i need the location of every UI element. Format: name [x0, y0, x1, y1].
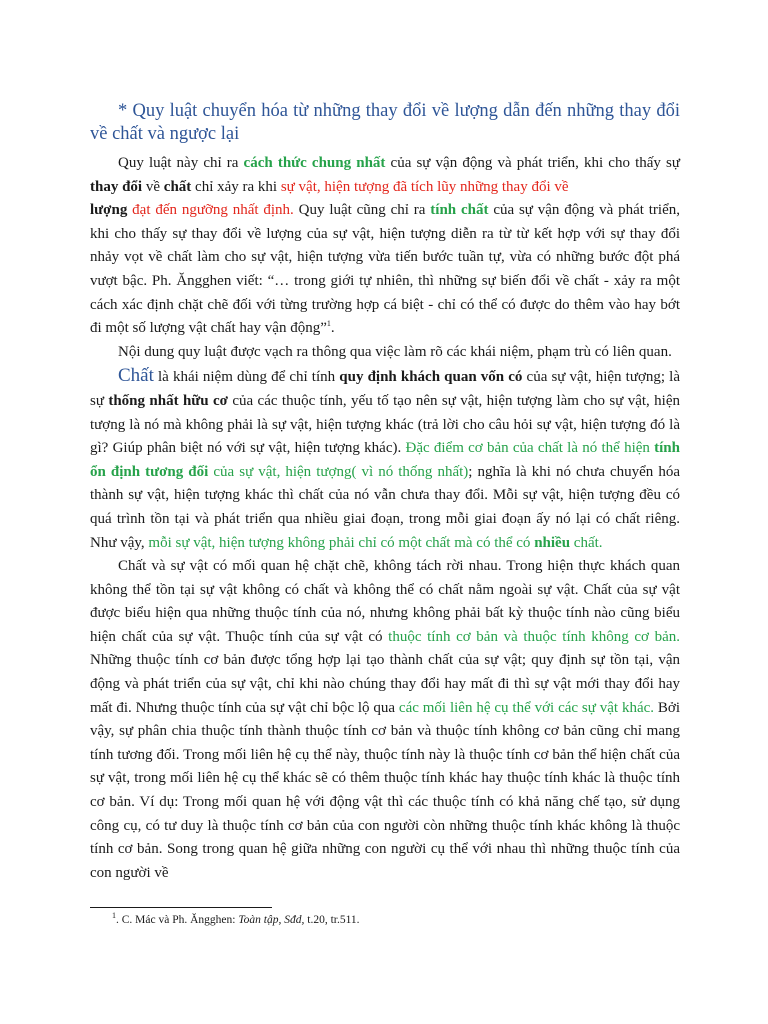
highlight-green: thuộc tính cơ bản và thuộc tính không cơ bản. [388, 628, 680, 645]
term-chat: Chất [118, 365, 154, 387]
text-run: của sự vận động và phát triển, khi cho thấy sự thay đổi về lượng của sự vật, hiện tượng diễn ra từ từ kết hợp với sự thay đổi nhảy vọt về chất làm cho sự vật, hiện tượng vừa tiến bước tuần tự, vừa có những bước đột phá vượt bậc. Ph. Ăngghen viết: “… trong giới tự nhiên, thì những sự biến đổi về chất - xảy ra một cách xác định chặt chẽ đối với từng trường hợp cá biệt - chỉ có thể có được do thêm vào hay bớt đi một số lượng vật chất hay vận động” [90, 202, 681, 337]
bold-term: lượng [90, 202, 128, 219]
text-run: Bởi vậy, sự phân chia thuộc tính thành thuộc tính cơ bản và thuộc tính không cơ bản cũng chỉ mang tính tương đối. Trong mối liên hệ cụ thể này, thuộc tính này là thuộc tính cơ bản thể hiện chất của sự vật, trong mối liên hệ cụ thể khác sẽ có thêm thuộc tính khác hay thuộc tính khác là thuộc tính cơ bản. Ví dụ: Trong mối quan hệ với động vật thì các thuộc tính có khả năng chế tạo, sử dụng công cụ, có tư duy là thuộc tính cơ bản của con người còn những thuộc tính khác không là thuộc tính cơ bản. Song trong quan hệ giữa những con người cụ thể với nhau thì những thuộc tính của con người về [90, 699, 681, 881]
text-run: ; nghĩa là khi nó chưa chuyển hóa thành sự vật, hiện tượng khác thì chất của nó vẫn chưa thay đổi. Mỗi sự vật, hiện tượng đều có quá trình tồn tại và phát triển qua nhiều giai đoạn, trong mỗi giai đoạn ấy nó lại có chất riêng. Như vậy, [90, 463, 680, 551]
text-run: Chất và sự vật có mối quan hệ chặt chẽ, không tách rời nhau. Trong hiện thực khách quan không thể tồn tại sự vật không có chất và không thể có chất nằm ngoài sự vật. Chất của sự vật được biểu hiện qua những thuộc tính của nó, nhưng không phải bất kỳ thuộc tính nào cũng biểu hiện chất của sự vật. Thuộc tính của sự vật có [90, 558, 680, 645]
highlight-green: của sự vật, hiện tượng( vì nó thống nhất) [208, 463, 469, 480]
highlight-green: mỗi sự vật, hiện tượng không phải chỉ có một chất mà có thể có [148, 534, 535, 551]
text-run: chỉ xảy ra khi [191, 178, 281, 195]
highlight-green: Đặc điểm cơ bản của chất là nó thể hiện [405, 440, 655, 457]
highlight-green: tính chất [430, 202, 489, 219]
text-run: của sự vận động và phát triển, khi cho thấy sự [385, 155, 680, 171]
text-run: của các thuộc tính, yếu tố tạo nên sự vật, hiện tượng làm cho sự vật, hiện tượng là nó mà không phải là sự vật, hiện tượng khác (trả lời cho câu hỏi sự vật, hiện tượng đó là gì? Giúp phân biệt nó với sự vật, hiện tượng khác). [90, 392, 680, 457]
bold-term: thay đổi [90, 178, 143, 195]
bold-term: chất [163, 178, 192, 195]
paragraph-1 [90, 152, 680, 341]
paragraph-4 [90, 555, 680, 885]
footnote-ref: 1 [326, 319, 331, 329]
footnote-title: Toàn tập, Sđd, [238, 914, 305, 926]
footnote-number: 1 [112, 911, 116, 921]
text-run: t.20, tr.511. [304, 914, 360, 926]
highlight-green: các mối liên hệ cụ thể với các sự vật khác. [398, 699, 655, 716]
text-run: Những thuộc tính cơ bản được tổng hợp lại tạo thành chất của sự vật; quy định sự tồn tại, vận động và phát triển của sự vật, chỉ khi nào chúng thay đổi hay mất đi thì sự vật mới thay đổi hay mất đi. Nhưng thuộc tính của sự vật chỉ bộc lộ qua [90, 652, 680, 716]
highlight-green: chất. [570, 534, 603, 551]
text-run: về [142, 178, 164, 195]
bold-term: thống nhất hữu cơ [108, 392, 228, 409]
paragraph-2: Nội dung quy luật được vạch ra thông qua việc làm rõ các khái niệm, phạm trù có liên quan. [118, 343, 672, 360]
document-body [90, 100, 680, 885]
text-run: Quy luật này chỉ ra [118, 155, 244, 171]
text-run: Quy luật cũng chỉ ra [293, 202, 431, 219]
paragraph-3 [90, 364, 680, 555]
text-run: . [330, 320, 335, 337]
highlight-red: sự vật, hiện tượng đã tích lũy những thay đổi về [280, 178, 569, 195]
highlight-green: cách thức chung nhất [243, 155, 386, 171]
footnote-separator [90, 907, 272, 908]
section-heading: * Quy luật chuyển hóa từ những thay đổi về lượng dẫn đến những thay đổi về chất và ngược lại [90, 101, 680, 144]
bold-term: quy định khách quan vốn có [339, 369, 523, 386]
text-run: . C. Mác và Ph. Ăngghen: [116, 914, 239, 926]
footnote [112, 912, 672, 928]
text-run: là khái niệm dùng để chỉ tính [153, 369, 340, 386]
highlight-red: đạt đến ngưỡng nhất định. [127, 202, 294, 219]
highlight-green-bold: nhiều [534, 534, 571, 551]
text-run: của sự vật, hiện tượng; là sự [90, 369, 681, 409]
highlight-green-bold: tính ổn định tương đối [90, 440, 680, 480]
